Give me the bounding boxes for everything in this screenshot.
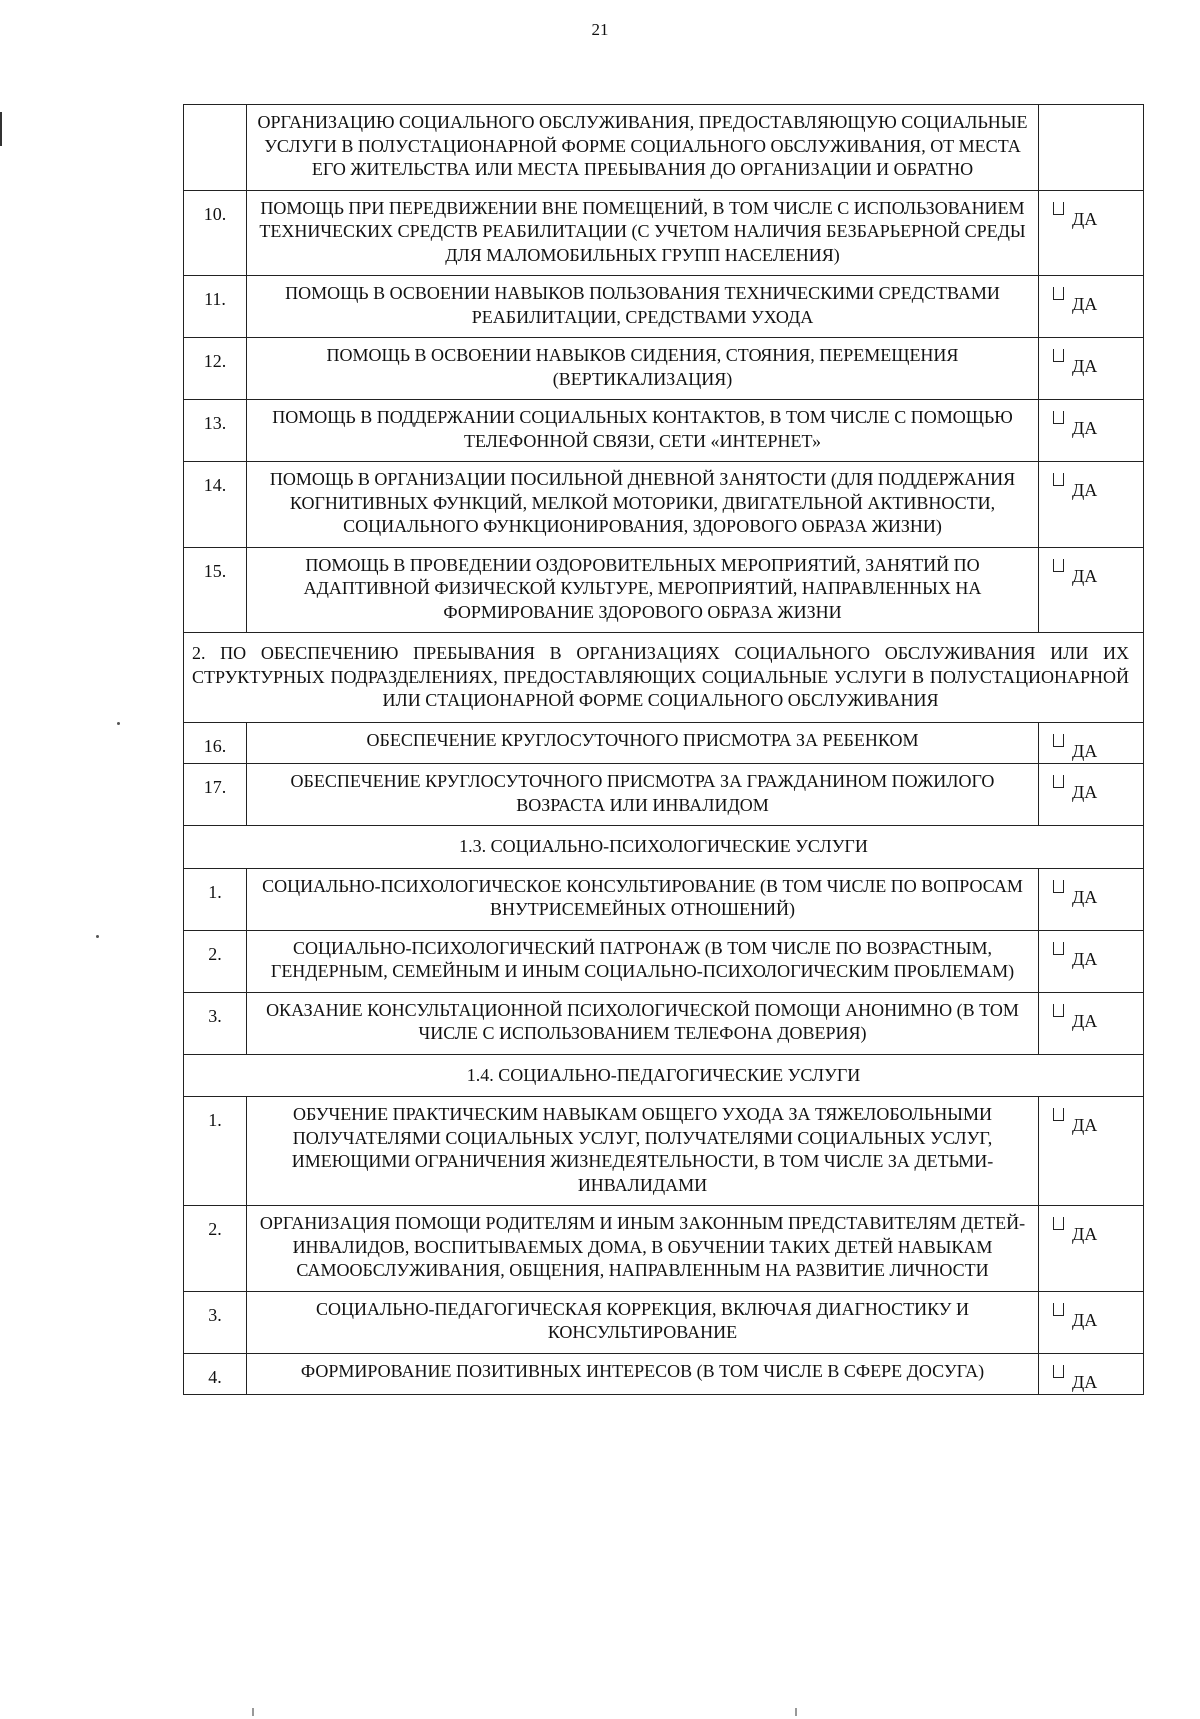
service-selection-cell (1039, 930, 1144, 992)
service-number: 16. (184, 722, 247, 764)
checkbox-label: ДА (1072, 948, 1098, 969)
service-name: СОЦИАЛЬНО-ПСИХОЛОГИЧЕСКИЙ ПАТРОНАЖ (В ТОМ ЧИСЛЕ ПО ВОЗРАСТНЫМ, ГЕНДЕРНЫМ, СЕМЕЙНЫМ И ИНЫМ СОЦИАЛЬНО-ПСИХОЛОГИЧЕСКИМ ПРОБЛЕМАМ) (247, 930, 1039, 992)
service-name: ПОМОЩЬ В ОСВОЕНИИ НАВЫКОВ ПОЛЬЗОВАНИЯ ТЕХНИЧЕСКИМИ СРЕДСТВАМИ РЕАБИЛИТАЦИИ, СРЕДСТВАМИ УХОДА (247, 276, 1039, 338)
service-row (184, 547, 1144, 633)
section-header-row (184, 826, 1144, 869)
service-number: 10. (184, 190, 247, 276)
service-name: ОКАЗАНИЕ КОНСУЛЬТАЦИОННОЙ ПСИХОЛОГИЧЕСКОЙ ПОМОЩИ АНОНИМНО (В ТОМ ЧИСЛЕ С ИСПОЛЬЗОВАНИЕМ ТЕЛЕФОНА ДОВЕРИЯ) (247, 992, 1039, 1054)
section-title: 2. ПО ОБЕСПЕЧЕНИЮ ПРЕБЫВАНИЯ В ОРГАНИЗАЦИЯХ СОЦИАЛЬНОГО ОБСЛУЖИВАНИЯ ИЛИ ИХ СТРУКТУРНЫХ ПОДРАЗДЕЛЕНИЯХ, ПРЕДОСТАВЛЯЮЩИХ СОЦИАЛЬНЫЕ УСЛУГИ В ПОЛУСТАЦИОНАРНОЙ ИЛИ СТАЦИОНАРНОЙ ФОРМЕ СОЦИАЛЬНОГО ОБСЛУЖИВАНИЯ (184, 633, 1144, 723)
service-selection-cell (1039, 1097, 1144, 1206)
service-row (184, 400, 1144, 462)
scan-tick (252, 1708, 254, 1716)
service-number (184, 105, 247, 191)
service-row (184, 930, 1144, 992)
checkbox-icon[interactable] (1053, 349, 1064, 362)
service-number: 15. (184, 547, 247, 633)
service-selection-cell (1039, 868, 1144, 930)
checkbox-icon[interactable] (1053, 775, 1064, 788)
section-title: 1.3. СОЦИАЛЬНО-ПСИХОЛОГИЧЕСКИЕ УСЛУГИ (184, 826, 1144, 869)
checkbox-icon[interactable] (1053, 1108, 1064, 1121)
service-selection-cell (1039, 338, 1144, 400)
service-number: 17. (184, 764, 247, 826)
checkbox-icon[interactable] (1053, 1004, 1064, 1017)
service-row (184, 1353, 1144, 1395)
service-selection-cell (1039, 276, 1144, 338)
service-number: 13. (184, 400, 247, 462)
service-row (184, 764, 1144, 826)
service-name: ОБЕСПЕЧЕНИЕ КРУГЛОСУТОЧНОГО ПРИСМОТРА ЗА ГРАЖДАНИНОМ ПОЖИЛОГО ВОЗРАСТА ИЛИ ИНВАЛИДОМ (247, 764, 1039, 826)
service-name: ПОМОЩЬ В ОРГАНИЗАЦИИ ПОСИЛЬНОЙ ДНЕВНОЙ ЗАНЯТОСТИ (ДЛЯ ПОДДЕРЖАНИЯ КОГНИТИВНЫХ ФУНКЦИЙ, МЕЛКОЙ МОТОРИКИ, ДВИГАТЕЛЬНОЙ АКТИВНОСТИ, СОЦИАЛЬНОГО ФУНКЦИОНИРОВАНИЯ, ЗДОРОВОГО ОБРАЗА ЖИЗНИ) (247, 462, 1039, 548)
service-selection-cell (1039, 722, 1144, 764)
page-number: 21 (591, 20, 609, 39)
service-number: 1. (184, 1097, 247, 1206)
services-table (183, 104, 1144, 1395)
checkbox-icon[interactable] (1053, 411, 1064, 424)
service-row (184, 1291, 1144, 1353)
service-row (184, 276, 1144, 338)
checkbox-icon[interactable] (1053, 202, 1064, 215)
checkbox-icon[interactable] (1053, 287, 1064, 300)
bottom-scan-marks (0, 1708, 1200, 1718)
service-selection-cell (1039, 1291, 1144, 1353)
checkbox-icon[interactable] (1053, 559, 1064, 572)
service-name: ОБЕСПЕЧЕНИЕ КРУГЛОСУТОЧНОГО ПРИСМОТРА ЗА РЕБЕНКОМ (247, 722, 1039, 764)
checkbox-icon[interactable] (1053, 1217, 1064, 1230)
checkbox-icon[interactable] (1053, 942, 1064, 955)
service-selection-cell (1039, 547, 1144, 633)
checkbox-icon[interactable] (1053, 1303, 1064, 1316)
checkbox-icon[interactable] (1053, 473, 1064, 486)
section-header-row (184, 1054, 1144, 1097)
service-selection-cell (1039, 190, 1144, 276)
service-name: СОЦИАЛЬНО-ПСИХОЛОГИЧЕСКОЕ КОНСУЛЬТИРОВАНИЕ (В ТОМ ЧИСЛЕ ПО ВОПРОСАМ ВНУТРИСЕМЕЙНЫХ ОТНОШЕНИЙ) (247, 868, 1039, 930)
service-selection-cell (1039, 462, 1144, 548)
service-number: 12. (184, 338, 247, 400)
checkbox-label: ДА (1072, 1309, 1098, 1330)
scan-edge-mark (0, 112, 2, 146)
service-name: ПОМОЩЬ В ПОДДЕРЖАНИИ СОЦИАЛЬНЫХ КОНТАКТОВ, В ТОМ ЧИСЛЕ С ПОМОЩЬЮ ТЕЛЕФОННОЙ СВЯЗИ, СЕТИ «ИНТЕРНЕТ» (247, 400, 1039, 462)
service-name: ПОМОЩЬ В ОСВОЕНИИ НАВЫКОВ СИДЕНИЯ, СТОЯНИЯ, ПЕРЕМЕЩЕНИЯ (ВЕРТИКАЛИЗАЦИЯ) (247, 338, 1039, 400)
checkbox-label: ДА (1072, 782, 1098, 802)
service-name: ОРГАНИЗАЦИЯ ПОМОЩИ РОДИТЕЛЯМ И ИНЫМ ЗАКОННЫМ ПРЕДСТАВИТЕЛЯМ ДЕТЕЙ-ИНВАЛИДОВ, ВОСПИТЫВАЕМЫХ ДОМА, В ОБУЧЕНИИ ТАКИХ ДЕТЕЙ НАВЫКАМ САМООБСЛУЖИВАНИЯ, ОБЩЕНИЯ, НАПРАВЛЕННЫМ НА РАЗВИТИЕ ЛИЧНОСТИ (247, 1206, 1039, 1292)
service-row (184, 722, 1144, 764)
service-row (184, 190, 1144, 276)
service-name: ОБУЧЕНИЕ ПРАКТИЧЕСКИМ НАВЫКАМ ОБЩЕГО УХОДА ЗА ТЯЖЕЛОБОЛЬНЫМИ ПОЛУЧАТЕЛЯМИ СОЦИАЛЬНЫХ УСЛУГ, ПОЛУЧАТЕЛЯМИ СОЦИАЛЬНЫХ УСЛУГ, ИМЕЮЩИМИ ОГРАНИЧЕНИЯ ЖИЗНЕДЕЯТЕЛЬНОСТИ, В ТОМ ЧИСЛЕ ЗА ДЕТЬМИ-ИНВАЛИДАМИ (247, 1097, 1039, 1206)
services-table-body (184, 105, 1144, 1395)
service-number: 2. (184, 930, 247, 992)
service-row (184, 105, 1144, 191)
service-row (184, 338, 1144, 400)
scan-speck (96, 935, 99, 938)
service-row (184, 1097, 1144, 1206)
service-number: 11. (184, 276, 247, 338)
service-row (184, 1206, 1144, 1292)
service-name: СОЦИАЛЬНО-ПЕДАГОГИЧЕСКАЯ КОРРЕКЦИЯ, ВКЛЮЧАЯ ДИАГНОСТИКУ И КОНСУЛЬТИРОВАНИЕ (247, 1291, 1039, 1353)
checkbox-label: ДА (1072, 740, 1098, 761)
checkbox-label: ДА (1072, 418, 1098, 438)
checkbox-label: ДА (1072, 565, 1098, 586)
service-selection-cell (1039, 400, 1144, 462)
checkbox-label: ДА (1072, 1115, 1098, 1135)
checkbox-icon[interactable] (1053, 880, 1064, 893)
service-name: ПОМОЩЬ В ПРОВЕДЕНИИ ОЗДОРОВИТЕЛЬНЫХ МЕРОПРИЯТИЙ, ЗАНЯТИЙ ПО АДАПТИВНОЙ ФИЗИЧЕСКОЙ КУЛЬТУРЕ, МЕРОПРИЯТИЙ, НАПРАВЛЕННЫХ НА ФОРМИРОВАНИЕ ЗДОРОВОГО ОБРАЗА ЖИЗНИ (247, 547, 1039, 633)
scan-speck (117, 722, 120, 725)
checkbox-label: ДА (1072, 1371, 1098, 1392)
service-selection-cell (1039, 105, 1144, 191)
service-number: 3. (184, 992, 247, 1054)
section-title: 1.4. СОЦИАЛЬНО-ПЕДАГОГИЧЕСКИЕ УСЛУГИ (184, 1054, 1144, 1097)
service-number: 4. (184, 1353, 247, 1395)
service-selection-cell (1039, 764, 1144, 826)
service-number: 1. (184, 868, 247, 930)
service-name: ПОМОЩЬ ПРИ ПЕРЕДВИЖЕНИИ ВНЕ ПОМЕЩЕНИЙ, В ТОМ ЧИСЛЕ С ИСПОЛЬЗОВАНИЕМ ТЕХНИЧЕСКИХ СРЕДСТВ РЕАБИЛИТАЦИИ (С УЧЕТОМ НАЛИЧИЯ БЕЗБАРЬЕРНОЙ СРЕДЫ ДЛЯ МАЛОМОБИЛЬНЫХ ГРУПП НАСЕЛЕНИЯ) (247, 190, 1039, 276)
service-selection-cell (1039, 1353, 1144, 1395)
service-number: 2. (184, 1206, 247, 1292)
service-row (184, 992, 1144, 1054)
checkbox-label: ДА (1072, 1010, 1098, 1031)
service-row (184, 462, 1144, 548)
checkbox-label: ДА (1072, 886, 1098, 907)
checkbox-label: ДА (1072, 208, 1098, 229)
checkbox-label: ДА (1072, 294, 1098, 314)
checkbox-label: ДА (1072, 480, 1098, 500)
service-row (184, 868, 1144, 930)
service-selection-cell (1039, 992, 1144, 1054)
scan-tick (795, 1708, 797, 1716)
service-selection-cell (1039, 1206, 1144, 1292)
checkbox-label: ДА (1072, 1224, 1098, 1244)
service-number: 3. (184, 1291, 247, 1353)
service-name: ОРГАНИЗАЦИЮ СОЦИАЛЬНОГО ОБСЛУЖИВАНИЯ, ПРЕДОСТАВЛЯЮЩУЮ СОЦИАЛЬНЫЕ УСЛУГИ В ПОЛУСТАЦИОНАРНОЙ ФОРМЕ СОЦИАЛЬНОГО ОБСЛУЖИВАНИЯ, ОТ МЕСТА ЕГО ЖИТЕЛЬСТВА ИЛИ МЕСТА ПРЕБЫВАНИЯ ДО ОРГАНИЗАЦИИ И ОБРАТНО (247, 105, 1039, 191)
section-header-row (184, 633, 1144, 723)
checkbox-label: ДА (1072, 356, 1098, 376)
checkbox-icon[interactable] (1053, 734, 1064, 747)
service-name: ФОРМИРОВАНИЕ ПОЗИТИВНЫХ ИНТЕРЕСОВ (В ТОМ ЧИСЛЕ В СФЕРЕ ДОСУГА) (247, 1353, 1039, 1395)
service-number: 14. (184, 462, 247, 548)
checkbox-icon[interactable] (1053, 1365, 1064, 1378)
